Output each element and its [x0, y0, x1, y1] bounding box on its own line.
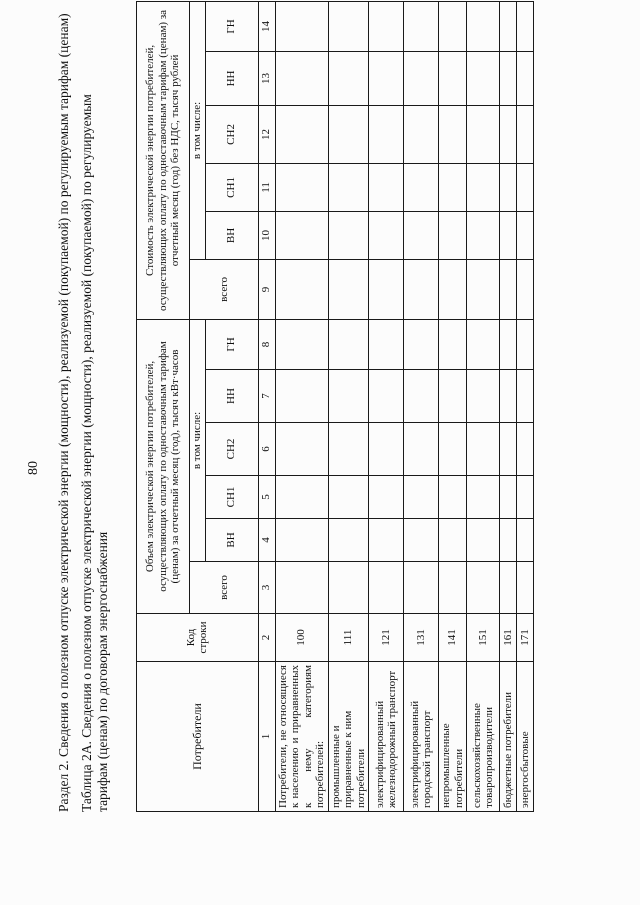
data-cell — [517, 211, 534, 259]
data-cell — [467, 423, 500, 476]
data-cell — [275, 519, 328, 562]
header-cost-including: в том числе: — [190, 1, 206, 259]
data-cell — [369, 562, 404, 614]
data-cell — [369, 211, 404, 259]
data-cell — [467, 163, 500, 211]
row-consumer-name: Потребители, не относящиеся к населению и приравненных к нему категориям потребителей: — [275, 662, 328, 812]
data-cell — [439, 259, 467, 319]
data-cell — [500, 562, 517, 614]
data-cell — [369, 1, 404, 51]
data-cell — [275, 476, 328, 519]
data-cell — [328, 105, 369, 163]
data-cell — [517, 519, 534, 562]
data-cell — [500, 319, 517, 369]
data-cell — [404, 163, 439, 211]
column-number: 12 — [258, 105, 275, 163]
data-cell — [439, 105, 467, 163]
row-code: 111 — [328, 614, 369, 662]
column-number: 14 — [258, 1, 275, 51]
data-cell — [369, 423, 404, 476]
header-cost-gn: ГН — [205, 1, 258, 51]
data-cell — [500, 519, 517, 562]
header-row-code: Код строки — [137, 614, 259, 662]
column-number: 13 — [258, 51, 275, 105]
column-number: 8 — [258, 319, 275, 369]
data-cell — [369, 259, 404, 319]
header-cost-sn2: СН2 — [205, 105, 258, 163]
data-cell — [500, 211, 517, 259]
data-cell — [275, 51, 328, 105]
data-cell — [439, 211, 467, 259]
header-volume-nn: НН — [205, 370, 258, 423]
header-volume-sn2: СН2 — [205, 423, 258, 476]
data-cell — [467, 476, 500, 519]
data-cell — [517, 370, 534, 423]
data-cell — [404, 1, 439, 51]
column-number: 7 — [258, 370, 275, 423]
column-number: 9 — [258, 259, 275, 319]
data-cell — [517, 51, 534, 105]
column-number: 5 — [258, 476, 275, 519]
header-volume-group: Объем электрической энергии потребителей, осуществляющих оплату по одноставочным тарифам (ценам) за отчетный месяц (год), тысяч кВт·часов — [137, 319, 190, 613]
row-consumer-name: электрифицированный железнодорожный транспорт — [369, 662, 404, 812]
table-title: Таблица 2А. Сведения о полезном отпуске электрической энергии (мощности), реализуемой (покупаемой) по регулируемым тарифам (ценам) по договорам энергоснабжения — [79, 94, 110, 812]
row-code: 100 — [275, 614, 328, 662]
data-cell — [467, 370, 500, 423]
data-cell — [404, 319, 439, 369]
data-cell — [467, 105, 500, 163]
data-cell — [404, 423, 439, 476]
data-cell — [404, 370, 439, 423]
row-code: 171 — [517, 614, 534, 662]
data-cell — [439, 476, 467, 519]
data-cell — [328, 476, 369, 519]
consumers-table — [136, 1, 534, 812]
row-code: 151 — [467, 614, 500, 662]
column-number: 3 — [258, 562, 275, 614]
data-cell — [275, 562, 328, 614]
column-number: 11 — [258, 163, 275, 211]
section-title: Раздел 2. Сведения о полезном отпуске электрической энергии (мощности), реализуемой (покупаемой) по регулируемым тарифам (ценам) — [56, 13, 71, 812]
data-cell — [467, 51, 500, 105]
data-cell — [275, 105, 328, 163]
data-cell — [517, 105, 534, 163]
data-cell — [328, 519, 369, 562]
data-cell — [404, 105, 439, 163]
data-cell — [369, 105, 404, 163]
row-code: 141 — [439, 614, 467, 662]
data-cell — [439, 423, 467, 476]
header-volume-gn: ГН — [205, 319, 258, 369]
data-cell — [439, 51, 467, 105]
data-cell — [328, 51, 369, 105]
data-cell — [467, 211, 500, 259]
data-cell — [467, 519, 500, 562]
table-row — [500, 1, 517, 811]
header-cost-nn: НН — [205, 51, 258, 105]
header-cost-sn1: СН1 — [205, 163, 258, 211]
data-cell — [467, 1, 500, 51]
header-cost-group: Стоимость электрической энергии потребителей, осуществляющих оплату по одноставочным тарифам (ценам) за отчетный месяц (год) без НДС, тысяч рублей — [137, 1, 190, 319]
data-cell — [467, 259, 500, 319]
data-cell — [500, 259, 517, 319]
data-cell — [517, 476, 534, 519]
data-cell — [369, 51, 404, 105]
data-cell — [328, 211, 369, 259]
column-number: 10 — [258, 211, 275, 259]
table-row — [439, 1, 467, 811]
data-cell — [275, 211, 328, 259]
data-cell — [467, 562, 500, 614]
data-cell — [439, 1, 467, 51]
header-volume-vn: ВН — [205, 519, 258, 562]
row-consumer-name: непромышленные потребители — [439, 662, 467, 812]
data-cell — [328, 370, 369, 423]
data-cell — [517, 259, 534, 319]
row-code: 121 — [369, 614, 404, 662]
data-cell — [517, 163, 534, 211]
data-cell — [275, 1, 328, 51]
table-row — [467, 1, 500, 811]
data-cell — [275, 163, 328, 211]
row-code: 131 — [404, 614, 439, 662]
data-cell — [369, 476, 404, 519]
data-cell — [404, 519, 439, 562]
data-cell — [404, 562, 439, 614]
data-cell — [275, 259, 328, 319]
data-cell — [328, 163, 369, 211]
row-consumer-name: сельскохозяйственные товаропроизводители — [467, 662, 500, 812]
data-cell — [500, 476, 517, 519]
data-cell — [275, 319, 328, 369]
table-row — [404, 1, 439, 811]
data-cell — [328, 319, 369, 369]
table-row — [369, 1, 404, 811]
header-volume-including: в том числе: — [190, 319, 206, 561]
table-row — [328, 1, 369, 811]
data-cell — [404, 51, 439, 105]
data-cell — [517, 319, 534, 369]
data-cell — [439, 319, 467, 369]
data-cell — [369, 519, 404, 562]
data-cell — [517, 423, 534, 476]
data-cell — [328, 562, 369, 614]
row-consumer-name: промышленные и приравненные к ним потребители — [328, 662, 369, 812]
data-cell — [328, 259, 369, 319]
data-cell — [439, 519, 467, 562]
column-number: 2 — [258, 614, 275, 662]
row-consumer-name: электрифицированный городской транспорт — [404, 662, 439, 812]
table-row — [275, 1, 328, 811]
data-cell — [439, 562, 467, 614]
header-volume-total: всего — [190, 562, 259, 614]
data-cell — [500, 105, 517, 163]
data-cell — [439, 370, 467, 423]
data-cell — [404, 211, 439, 259]
data-cell — [439, 163, 467, 211]
data-cell — [369, 163, 404, 211]
data-cell — [369, 370, 404, 423]
header-consumers: Потребители — [137, 662, 259, 812]
data-cell — [517, 562, 534, 614]
data-cell — [467, 319, 500, 369]
data-cell — [517, 1, 534, 51]
data-cell — [275, 423, 328, 476]
data-cell — [328, 1, 369, 51]
column-number: 6 — [258, 423, 275, 476]
data-cell — [275, 370, 328, 423]
data-cell — [500, 370, 517, 423]
data-cell — [328, 423, 369, 476]
header-cost-total: всего — [190, 259, 259, 319]
column-number: 1 — [258, 662, 275, 812]
data-cell — [500, 163, 517, 211]
table-row — [517, 1, 534, 811]
data-cell — [500, 1, 517, 51]
header-volume-sn1: СН1 — [205, 476, 258, 519]
column-number: 4 — [258, 519, 275, 562]
data-cell — [404, 259, 439, 319]
data-cell — [500, 51, 517, 105]
row-code: 161 — [500, 614, 517, 662]
data-cell — [369, 319, 404, 369]
page-number: 80 — [26, 461, 41, 475]
row-consumer-name: энергосбытовые — [517, 662, 534, 812]
data-cell — [500, 423, 517, 476]
row-consumer-name: бюджетные потребители — [500, 662, 517, 812]
header-cost-vn: ВН — [205, 211, 258, 259]
data-cell — [404, 476, 439, 519]
